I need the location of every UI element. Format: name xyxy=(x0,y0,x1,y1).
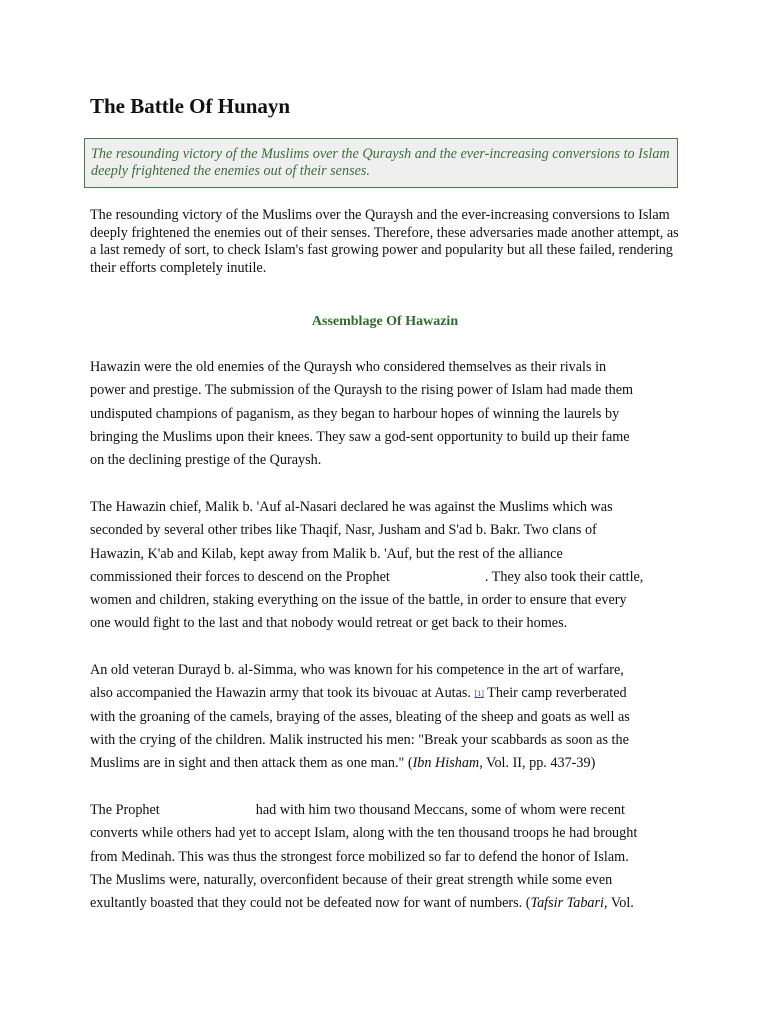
text-line xyxy=(90,682,680,705)
text-line: with the crying of the children. Malik instructed his men: "Break your scabbards as soon as the xyxy=(90,731,629,748)
text-line: The Hawazin chief, Malik b. 'Auf al-Nasari declared he was against the Muslims which was xyxy=(90,499,613,515)
paragraph-prophet-forces xyxy=(90,799,680,915)
text-fragment: Muslims are in sight and then attack them as one man." ( xyxy=(90,755,413,772)
page-title: The Battle Of Hunayn xyxy=(90,94,291,118)
text-line: on the declining prestige of the Quraysh. xyxy=(90,452,322,469)
intro-line: Islam deeply frightened the enemies out of their senses. Therefore, these adversaries made xyxy=(90,207,670,241)
text-fragment: had with him two thousand Meccans, some of whom were recent xyxy=(255,802,625,818)
footnote-link[interactable]: [1] xyxy=(474,689,484,699)
text-fragment: exultantly boasted that they could not be defeated now for want of numbers. ( xyxy=(90,895,531,912)
text-line: bringing the Muslims upon their knees. They saw a god-sent opportunity to build up their fame xyxy=(90,428,630,445)
text-line: An old veteran Durayd b. al-Simma, who was known for his competence in the art of warfare, xyxy=(90,662,624,678)
intro-line: another attempt, as a last remedy of sort, to check Islam's fast growing power and popularity but xyxy=(90,224,679,259)
text-fragment: Their camp reverberated xyxy=(487,685,627,702)
text-line xyxy=(90,752,680,775)
text-line: seconded by several other tribes like Thaqif, Nasr, Jusham and S'ad b. Bakr. Two clans of xyxy=(90,522,597,539)
intro-paragraph xyxy=(90,207,680,277)
text-line: Hawazin were the old enemies of the Quraysh who considered themselves as their rivals in xyxy=(90,359,607,375)
text-fragment: commissioned their forces to descend on the Prophet xyxy=(90,568,390,585)
text-line: Hawazin, K'ab and Kilab, kept away from Malik b. 'Auf, but the rest of the alliance xyxy=(90,545,563,562)
text-line: women and children, staking everything on the issue of the battle, in order to ensure that every xyxy=(90,592,627,609)
text-fragment: , Vol. xyxy=(603,895,634,912)
text-line: The Muslims were, naturally, overconfident because of their great strength while some even xyxy=(90,871,613,888)
text-line xyxy=(90,566,680,589)
text-line: one would fight to the last and that nobody would retreat or get back to their homes. xyxy=(90,615,568,632)
text-line: with the groaning of the camels, braying of the asses, bleating of the sheep and goats as well as xyxy=(90,708,630,725)
text-line xyxy=(90,892,680,915)
text-fragment: The Prophet xyxy=(90,802,160,818)
text-line xyxy=(90,799,680,822)
text-line: undisputed champions of paganism, as they began to harbour hopes of winning the laurels by xyxy=(90,405,620,422)
text-line: power and prestige. The submission of the Quraysh to the rising power of Islam had made them xyxy=(90,382,634,399)
abstract-box: The resounding victory of the Muslims over the Quraysh and the ever-increasing conversions to Islam deeply frightened the enemies out of their senses. xyxy=(84,138,678,188)
text-fragment: , Vol. II, pp. 437-39) xyxy=(479,755,596,772)
citation-title: Tafsir Tabari xyxy=(530,895,604,912)
intro-line: all these failed, rendering their efforts completely inutile. xyxy=(90,242,673,276)
paragraph-malik xyxy=(90,496,680,636)
intro-line: The resounding victory of the Muslims over the Quraysh and the ever-increasing conversions to xyxy=(90,207,635,223)
text-line: converts while others had yet to accept Islam, along with the ten thousand troops he had brought xyxy=(90,825,638,842)
paragraph-hawazin-rivals xyxy=(90,356,680,472)
citation-title: Ibn Hisham xyxy=(412,755,480,772)
text-fragment: . They also took their cattle, xyxy=(484,568,644,585)
section-heading: Assemblage Of Hawazin xyxy=(311,314,459,329)
text-line: from Medinah. This was thus the strongest force mobilized so far to defend the honor of Islam. xyxy=(90,848,629,865)
text-fragment: also accompanied the Hawazin army that took its bivouac at Autas. xyxy=(90,685,471,702)
paragraph-durayd xyxy=(90,659,680,775)
